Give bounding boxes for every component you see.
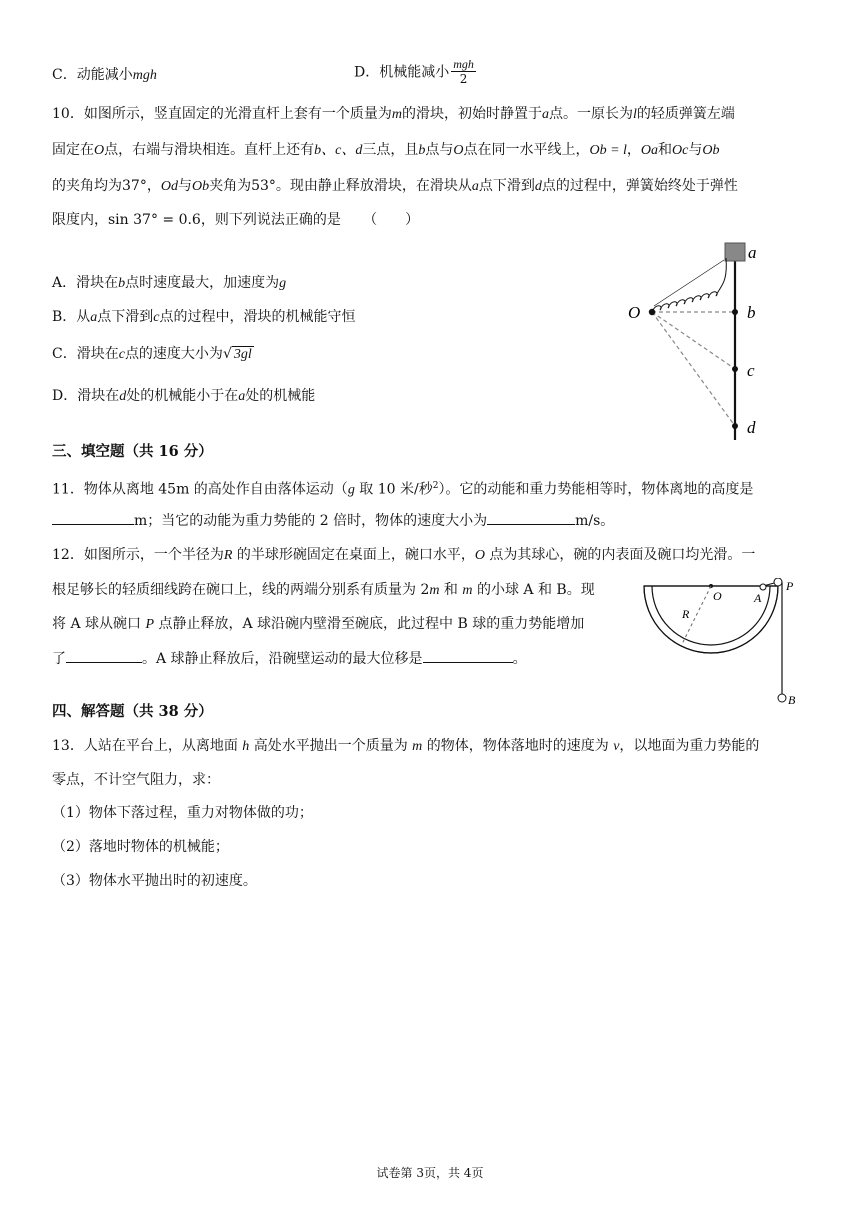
q10-option-b: B．从a点下滑到c点的过程中，滑块的机械能守恒 bbox=[52, 309, 356, 325]
q10-option-d: D．滑块在d处的机械能小于在a处的机械能 bbox=[52, 388, 316, 404]
page-footer: 试卷第 3页，共 4页 bbox=[376, 1166, 484, 1180]
fig-label-d: d bbox=[747, 418, 756, 437]
fig-label-b: b bbox=[747, 303, 756, 322]
q12-line-2: 根足够长的轻质细线跨在碗口上，线的两端分别系有质量为 2m 和 m 的小球 A 和 B。现 bbox=[52, 582, 595, 598]
q12-line-4: 了 。A 球静止释放后，沿碗壁运动的最大位移是 。 bbox=[52, 648, 527, 669]
q11-line-2: m；当它的动能为重力势能的 2 倍时，物体的速度大小为 m/s。 bbox=[52, 510, 614, 531]
q10-line-2: 固定在O点，右端与滑块相连。直杆上还有b、c、d三点，且b点与O点在同一水平线上，Ob = l，Oa和Oc与Ob bbox=[52, 142, 720, 158]
q10-line-3: 的夹角均为37°，Od与Ob夹角为53°。现由静止释放滑块，在滑块从a点下滑到d点的过程中，弹簧始终处于弹性 bbox=[52, 178, 738, 194]
fig-label-o: O bbox=[628, 303, 641, 322]
sqrt-expression: √ 3gl bbox=[222, 346, 252, 362]
q10-line-4: 限度内，sin 37° = 0.6，则下列说法正确的是 （ ） bbox=[52, 212, 420, 228]
q13-sub-2: （2）落地时物体的机械能； bbox=[52, 839, 229, 855]
fraction: $\frac{\text{mgh}}{2}$ bbox=[453, 57, 474, 86]
fig-label-a: a bbox=[748, 243, 757, 262]
section-3-heading: 三、填空题（共 16 分） bbox=[52, 443, 213, 460]
q13-line-2: 零点，不计空气阻力，求： bbox=[52, 772, 220, 788]
answer-blank[interactable] bbox=[52, 510, 134, 525]
q13-line-1: 13．人站在平台上，从离地面 h 高处水平抛出一个质量为 m 的物体，物体落地时的速度为 v，以地面为重力势能的 bbox=[52, 738, 760, 754]
q10-spring-rod-figure bbox=[620, 236, 770, 446]
answer-blank[interactable] bbox=[66, 648, 142, 663]
q11-line-1: 11．物体从离地 45m 的高处作自由落体运动（g 取 10 米/秒$^2$）。它的动能和重力势能相等时，物体离地的高度是 bbox=[52, 481, 754, 498]
fig-label-c: c bbox=[747, 361, 755, 380]
q13-sub-3: （3）物体水平抛出时的初速度。 bbox=[52, 873, 257, 889]
fig-label-o: O bbox=[713, 589, 722, 603]
q9-option-d: D．机械能减小 $\frac{\text{mgh}}{2}$ bbox=[354, 57, 474, 86]
section-4-heading: 四、解答题（共 38 分） bbox=[52, 703, 213, 720]
fig-label-a: A bbox=[754, 591, 762, 605]
fig-label-r: R bbox=[682, 607, 690, 621]
q10-line-1: 10．如图所示，竖直固定的光滑直杆上套有一个质量为m的滑块，初始时静置于a点。一原长为l的轻质弹簧左端 bbox=[52, 106, 735, 122]
answer-blank[interactable] bbox=[487, 510, 575, 525]
q12-line-3: 将 A 球从碗口 P 点静止释放，A 球沿碗内壁滑至碗底，此过程中 B 球的重力势能增加 bbox=[52, 616, 585, 632]
q10-option-a: A．滑块在b点时速度最大，加速度为g bbox=[52, 275, 287, 291]
fig-label-b: B bbox=[788, 693, 796, 707]
q13-sub-1: （1）物体下落过程，重力对物体做的功； bbox=[52, 805, 313, 821]
q12-line-1: 12．如图所示，一个半径为R 的半球形碗固定在桌面上，碗口水平，O 点为其球心，碗的内表面及碗口均光滑。一 bbox=[52, 547, 756, 563]
fig-label-p: P bbox=[786, 579, 794, 593]
q10-option-c: C．滑块在c点的速度大小为√ 3gl bbox=[52, 344, 254, 365]
q12-bowl-figure bbox=[640, 578, 810, 708]
answer-blank[interactable] bbox=[423, 648, 513, 663]
q9-option-c: C．动能减小mgh bbox=[52, 67, 157, 83]
